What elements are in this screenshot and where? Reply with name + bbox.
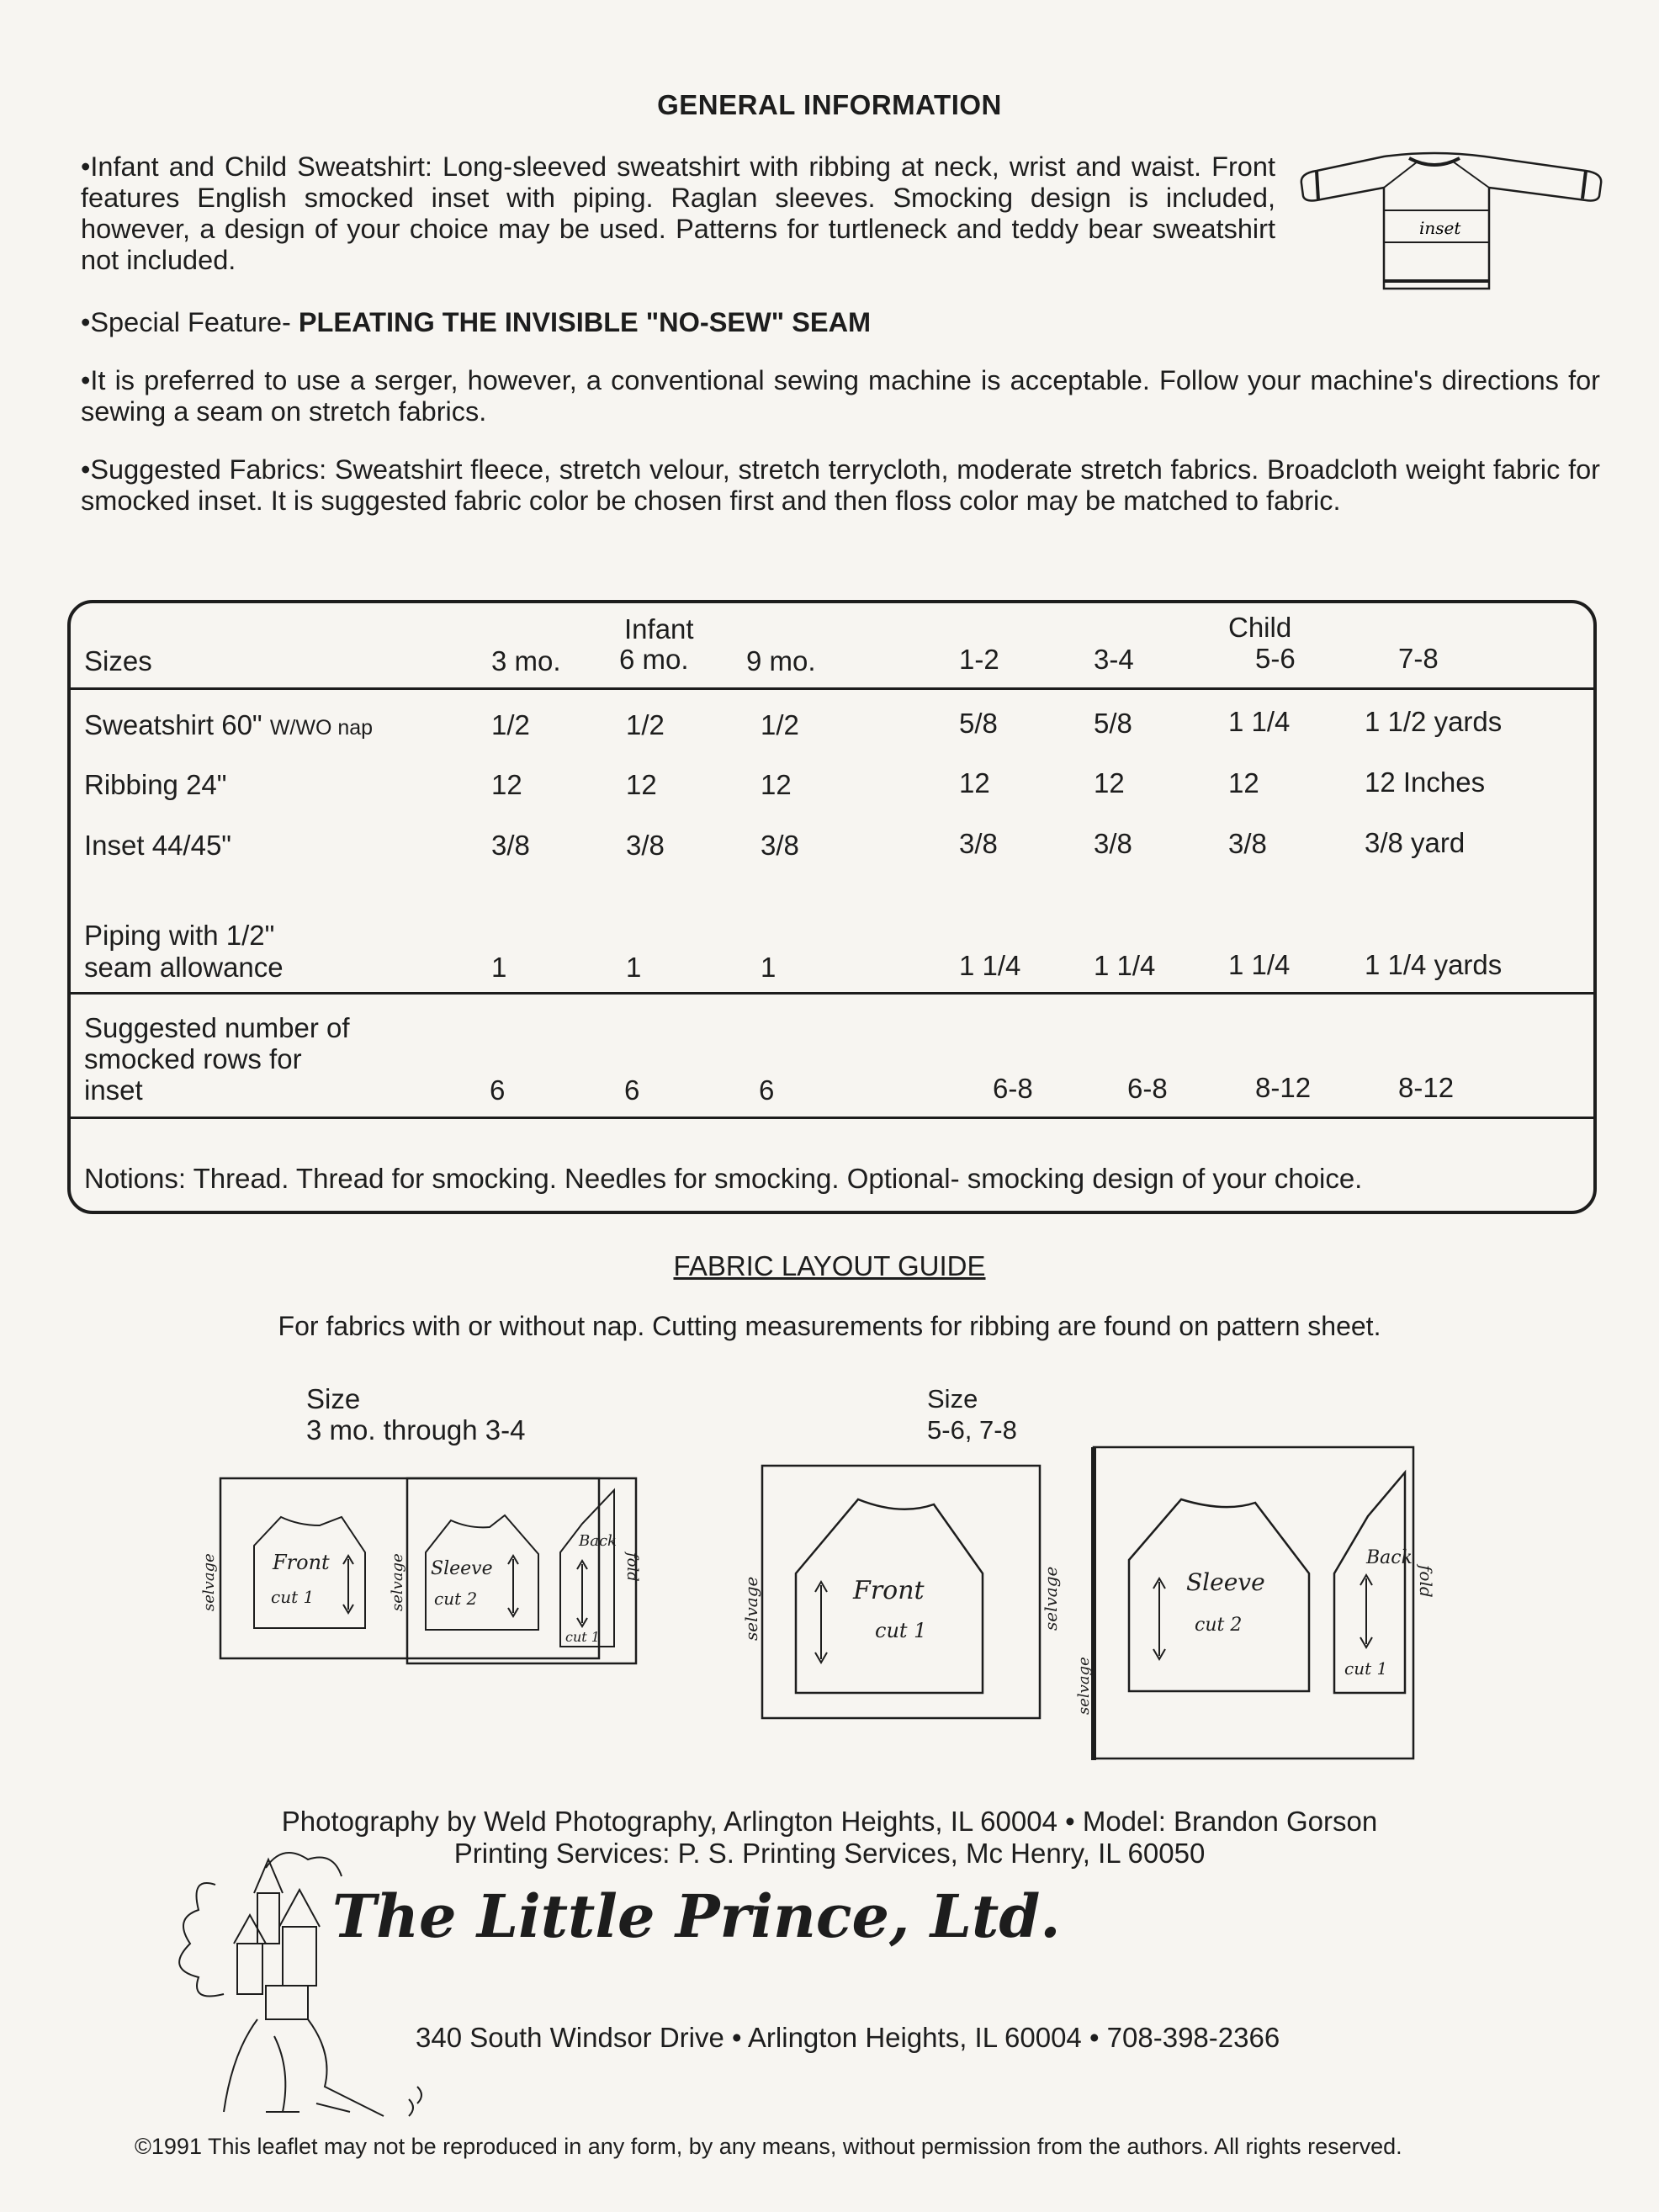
row-label-piping: Piping with 1/2": [84, 920, 275, 951]
size-header: 1-2: [959, 644, 999, 675]
intro-paragraph-sweatshirt: •Infant and Child Sweatshirt: Long-sleeved sweatshirt with ribbing at neck, wrist and waist. Front features English smocked inset with piping. Raglan sleeves. Smocking design is included, however, a design of your choice may be used. Patterns for turtleneck and teddy bear sweatshirt not included.: [81, 151, 1275, 275]
layout-guide-title: FABRIC LAYOUT GUIDE: [673, 1250, 986, 1281]
table-cell: 8-12: [1398, 1072, 1455, 1103]
table-cell: 1/2: [761, 709, 799, 740]
group-child-label: Child: [1228, 612, 1292, 643]
sweatshirt-illustration: [1300, 150, 1603, 301]
table-cell: 3/8: [626, 830, 665, 861]
size-header: 6 mo.: [619, 644, 689, 675]
intro-paragraph-fabrics: •Suggested Fabrics: Sweatshirt fleece, stretch velour, stretch terrycloth, moderate stretch fabrics. Broadcloth weight fabric for smocked inset. It is suggested fabric color be chosen first and then floss color may be matched to fabric.: [81, 454, 1600, 516]
table-divider: [71, 1117, 1593, 1119]
table-cell: 12: [626, 769, 657, 800]
selvage-label: selvage: [741, 1576, 761, 1641]
table-cell: 12: [1094, 767, 1125, 798]
table-cell: 12: [761, 769, 792, 800]
inset-label: inset: [1419, 218, 1461, 238]
company-logo: The Little Prince, Ltd.: [332, 1881, 1061, 1951]
table-cell: 1 1/4: [1228, 706, 1291, 737]
table-cell: 1: [761, 952, 776, 983]
size-label: Size: [927, 1384, 978, 1414]
table-cell: 6-8: [993, 1073, 1033, 1104]
table-cell: 6-8: [1127, 1073, 1168, 1104]
yardage-table: [67, 600, 1597, 1214]
size-header: 9 mo.: [746, 645, 816, 676]
table-cell: 1: [626, 952, 642, 983]
size-value: 5-6, 7-8: [927, 1415, 1017, 1445]
piece-sleeve-label: Sleeve: [1186, 1568, 1265, 1596]
layout-guide-subtitle: For fabrics with or without nap. Cutting measurements for ribbing are found on pattern sheet.: [278, 1311, 1381, 1341]
layout-diagram-small: [193, 1468, 648, 1674]
row-label-ribbing: Ribbing 24": [84, 769, 227, 800]
smock-label: inset: [84, 1074, 143, 1106]
right-size-label: [927, 1383, 1017, 1445]
table-cell: 1 1/2 yards: [1365, 706, 1503, 737]
row-label-sweatshirt: [84, 709, 373, 744]
row-label-note: W/WO nap: [269, 716, 374, 740]
piece-cut-label: cut 2: [1195, 1615, 1243, 1636]
piece-front-label: Front: [273, 1551, 330, 1574]
table-cell: 5/8: [1094, 708, 1132, 739]
feature-name: PLEATING THE INVISIBLE "NO-SEW" SEAM: [298, 307, 872, 337]
piece-cut-label: cut 1: [271, 1587, 315, 1607]
size-header: 5-6: [1255, 643, 1296, 674]
size-label: Size: [306, 1383, 361, 1414]
table-cell: 1 1/4 yards: [1365, 949, 1503, 980]
table-cell: 6: [759, 1074, 775, 1106]
piece-cut-label: cut 1: [1344, 1658, 1388, 1679]
sizes-label: Sizes: [84, 645, 152, 676]
piece-front-label: Front: [853, 1576, 925, 1605]
table-cell: 5/8: [959, 708, 998, 739]
table-cell: 12: [1228, 767, 1259, 798]
piece-back-label: Back: [579, 1532, 617, 1550]
group-infant-label: Infant: [624, 613, 694, 645]
table-cell: 1 1/4: [959, 950, 1021, 981]
table-cell: 8-12: [1255, 1072, 1312, 1103]
size-header: 3-4: [1094, 644, 1134, 675]
row-label-text: Sweatshirt 60": [84, 709, 262, 740]
size-header: 3 mo.: [491, 645, 561, 676]
row-label-inset: Inset 44/45": [84, 830, 232, 861]
table-cell: 12 Inches: [1365, 767, 1486, 798]
table-cell: 12: [959, 767, 990, 798]
copyright-notice: ©1991 This leaflet may not be reproduced in any form, by any means, without permission from the authors. All rights reserved.: [135, 2134, 1402, 2159]
table-cell: 1/2: [491, 709, 530, 740]
credits-photography: Photography by Weld Photography, Arlington Heights, IL 60004 • Model: Brandon Gorson: [281, 1806, 1378, 1837]
piece-sleeve-label: Sleeve: [431, 1558, 493, 1579]
table-cell: 6: [490, 1074, 506, 1106]
table-divider: [71, 687, 1593, 690]
fold-label: fold: [1416, 1565, 1436, 1598]
row-label-piping-2: seam allowance: [84, 952, 284, 983]
piece-cut-label: cut 1: [875, 1619, 927, 1642]
table-cell: 12: [491, 769, 522, 800]
left-size-label: [306, 1383, 526, 1445]
size-header: 7-8: [1398, 643, 1439, 674]
feature-prefix: •Special Feature-: [81, 307, 299, 337]
piece-cut-label: cut 2: [434, 1589, 478, 1609]
piece-cut-label: cut 1: [565, 1629, 600, 1645]
selvage-label: selvage: [200, 1553, 218, 1611]
table-cell: 1: [491, 952, 507, 983]
table-cell: 3/8 yard: [1365, 827, 1466, 858]
layout-diagram-large: [740, 1439, 1436, 1771]
table-cell: 1 1/4: [1228, 949, 1291, 980]
company-address: 340 South Windsor Drive • Arlington Heights, IL 60004 • 708-398-2366: [416, 2022, 1280, 2053]
credits-printing: Printing Services: P. S. Printing Services, Mc Henry, IL 60050: [453, 1838, 1206, 1869]
table-divider: [71, 992, 1593, 995]
fold-label: fold: [623, 1552, 641, 1582]
table-cell: 3/8: [1228, 828, 1267, 859]
castle-logo-illustration: [165, 1834, 443, 2133]
piece-back-label: Back: [1366, 1547, 1413, 1568]
notions-text: Notions: Thread. Thread for smocking. Needles for smocking. Optional- smocking design of your choice.: [84, 1163, 1363, 1194]
table-cell: 1 1/4: [1094, 950, 1156, 981]
table-cell: 3/8: [491, 830, 530, 861]
selvage-label: selvage: [1041, 1566, 1061, 1631]
table-cell: 3/8: [959, 828, 998, 859]
smock-label: smocked rows for: [84, 1043, 302, 1074]
selvage-label: selvage: [1075, 1657, 1093, 1715]
intro-paragraph-serger: •It is preferred to use a serger, however, a conventional sewing machine is acceptable. Follow your machine's directions for sewing a seam on stretch fabrics.: [81, 365, 1600, 427]
table-cell: 6: [624, 1074, 640, 1106]
size-value: 3 mo. through 3-4: [306, 1414, 526, 1445]
table-cell: 3/8: [1094, 828, 1132, 859]
table-cell: 3/8: [761, 830, 799, 861]
selvage-label: selvage: [389, 1553, 406, 1611]
page-title: GENERAL INFORMATION: [657, 89, 1002, 120]
intro-paragraph-feature: [81, 307, 1595, 338]
smock-label: Suggested number of: [84, 1012, 350, 1043]
table-cell: 1/2: [626, 709, 665, 740]
